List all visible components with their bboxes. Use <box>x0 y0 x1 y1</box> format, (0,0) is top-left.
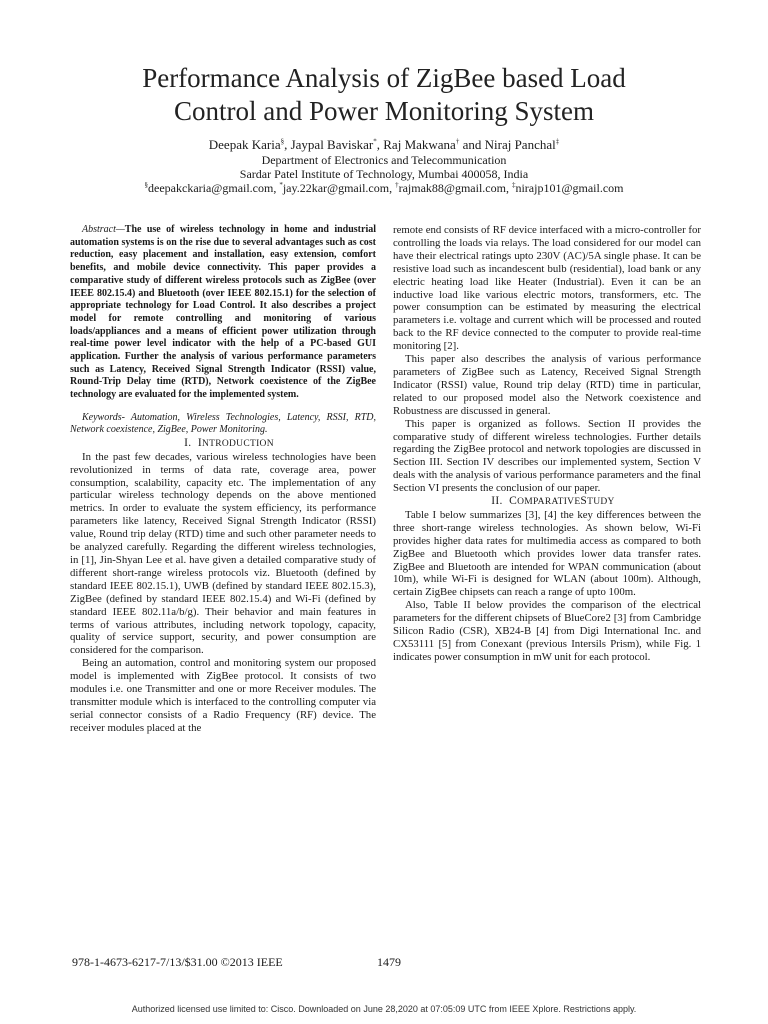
right-paragraph-2: This paper also describes the analysis of various performance parameters of ZigBee such as Latency, Received Signal Strength Indicator (RSSI) value, Round trip delay (RTD) time in particular, related to our proposed model also the Network coexistence and Robustness are discussed in general. <box>393 353 701 417</box>
section-2-heading <box>393 495 701 509</box>
author-2: Jaypal Baviskar <box>290 137 374 152</box>
author-names: Deepak Karia§, Jaypal Baviskar*, Raj Makwana† and Niraj Panchal‡ <box>208 137 560 152</box>
email-3: rajmak88@gmail.com, <box>398 181 509 195</box>
section-2-cap-1: C <box>509 495 518 508</box>
section-1-cap: I <box>197 436 202 449</box>
email-3-mark: † <box>395 181 399 189</box>
abstract-body: The use of wireless technology in home and industrial automation systems is on the rise due to several advantages such as cost reduction, easy placement and installation, easy extension, comfort benefits, and mobile device connectivity. This paper provides a comparative study of different wireless protocols such as ZigBee (over IEEE 802.15.4) and Bluetooth (over IEEE 802.15.1) for the selection of appropriate technology for Load Control. It also describes a project model for remote controlling and monitoring of various loads/appliances and a means of efficient power utilization through real-time power level indicator with the help of a PC-based GUI application. Further the analysis of various performance parameters such as Latency, Received Signal Strength Indicator (RSSI) value, Round-Trip Delay time (RTD), Network coexistence of the ZigBee technology are evaluated for the implemented system. <box>70 224 376 401</box>
abstract-lead: Abstract— <box>82 224 125 235</box>
license-notice: Authorized licensed use limited to: Cisco. Downloaded on June 28,2020 at 07:05:09 UTC from IEEE Xplore. Restrictions apply. <box>131 1004 637 1014</box>
section-1-number: I. <box>184 436 192 449</box>
email-4-mark: ‡ <box>511 181 516 189</box>
email-4: nirajp101@gmail.com <box>515 181 624 195</box>
section-1-heading <box>70 437 376 451</box>
author-institute: Sardar Patel Institute of Technology, Mumbai 400058, India <box>239 167 529 181</box>
right-paragraph-3: This paper is organized as follows. Section II provides the comparative study of different wireless technologies. Further details regarding the ZigBee protocol and network topologies are discussed in Section III. Section IV describes our implemented system, Section V deals with the analysis of various performance parameters and the final Section VI presents the conclusion of our paper. <box>393 417 701 495</box>
email-1-mark: § <box>144 181 149 189</box>
section-1-paragraph-2: Being an automation, control and monitoring system our proposed model is implemented with ZigBee protocol. It consists of two modules i.e. one Transmitter and one or more Receiver modules. The transmitter module which is interfaced to the controlling computer via serial connector consists of a Radio Frequency (RF) device. The receiver modules placed at the <box>70 657 376 734</box>
author-3: Raj Makwana <box>383 137 456 152</box>
author-and: and <box>462 137 482 152</box>
author-4-mark: ‡ <box>555 137 560 146</box>
section-1-paragraph-1: In the past few decades, various wireless technologies have been revolutionized in terms of data rate, coverage area, power consumption, scalability, capacity etc. The implementation of any particular wireless technology depends on the above mentioned metrics. In order to evaluate the system efficiency, its performance parameters like latency, Received Signal Strength Indicator (RSSI) value, Round trip delay (RTD) time and such other parameter needs to be analyzed carefully. Regarding the different wireless technologies, in [1], Jin-Shyan Lee et al. have given a detailed comparative study of different short-range wireless protocols viz. Bluetooth (defined by standard IEEE 802.15.1), UWB (defined by standard IEEE 802.15.3), ZigBee (defined by standard IEEE 802.15.4) and Wi-Fi (defined by standard IEEE 802.11a/b/g). Their behavior and main features in terms of various attributes, including network topology, capacity, quality of service support, security, and power consumption are considered for the comparison. <box>70 450 376 657</box>
author-4: Niraj Panchal <box>484 137 556 152</box>
footer-isbn: 978-1-4673-6217-7/13/$31.00 ©2013 IEEE <box>72 955 283 969</box>
author-2-mark: * <box>373 137 377 146</box>
author-3-mark: † <box>455 137 460 146</box>
email-2: jay.22kar@gmail.com, <box>282 181 393 195</box>
section-2-rest-2: TUDY <box>587 497 615 508</box>
author-department: Department of Electronics and Telecommunication <box>261 153 507 167</box>
section-2-rest-1: OMPARATIVE <box>517 497 581 508</box>
section-2-cap-2: S <box>580 495 588 508</box>
section-2-paragraph-2: Also, Table II below provides the comparison of the electrical parameters for the different chipsets of BlueCore2 [3] from Cambridge Silicon Radio (CSR), XB24-B [4] from Digi International Inc. and CX53111 [5] from Conexant (previous Intersils Prism), while Fig. 1 indicates power consumption in mW unit for each protocol. <box>393 599 701 663</box>
title-line-2: Control and Power Monitoring System <box>174 96 594 126</box>
abstract <box>70 224 376 402</box>
author-emails <box>60 181 708 195</box>
email-2-mark: * <box>279 181 283 189</box>
author-1: Deepak Karia <box>208 137 281 152</box>
author-1-mark: § <box>280 137 285 146</box>
section-1-rest: NTRODUCTION <box>201 438 274 449</box>
right-paragraph-1: remote end consists of RF device interfaced with a micro-controller for controlling the loads via relays. The load considered for our model can have their electrical ratings upto 230V (AC)/5A single phase. It can be resistive load such as incandescent bulb (residential), load bank or any electric heating load like Heater (Industrial). Even it can be an inductive load like various electric motors, transformers, etc. The power consumption can be estimated by measuring the electrical parameters i.e. voltage and current which will be processed and routed back to the RF device connected to the computer to provide real-time monitoring [2]. <box>393 224 701 353</box>
page-number: 1479 <box>377 955 401 969</box>
author-block <box>60 138 708 195</box>
section-2-paragraph-1: Table I below summarizes [3], [4] the key differences between the three short-range wireless technologies. As shown below, Wi-Fi provides higher data rates for multimedia access as compared to both ZigBee and Bluetooth which provides lower data transfer rates. ZigBee and Bluetooth are intended for WPAN communication (about 10m), while Wi-Fi is designed for WLAN (about 100m). Although, certain ZigBee chipsets can reach a range of upto 100m. <box>393 508 701 599</box>
email-1: deepakckaria@gmail.com, <box>148 181 277 195</box>
title-line-1: Performance Analysis of ZigBee based Load <box>142 63 626 93</box>
right-column <box>393 224 701 664</box>
left-column <box>70 224 376 735</box>
keywords: Keywords- Automation, Wireless Technologies, Latency, RSSI, RTD, Network coexistence, ZigBee, Power Monitoring. <box>70 411 376 436</box>
section-2-number: II. <box>491 495 503 508</box>
paper-title <box>60 62 708 128</box>
